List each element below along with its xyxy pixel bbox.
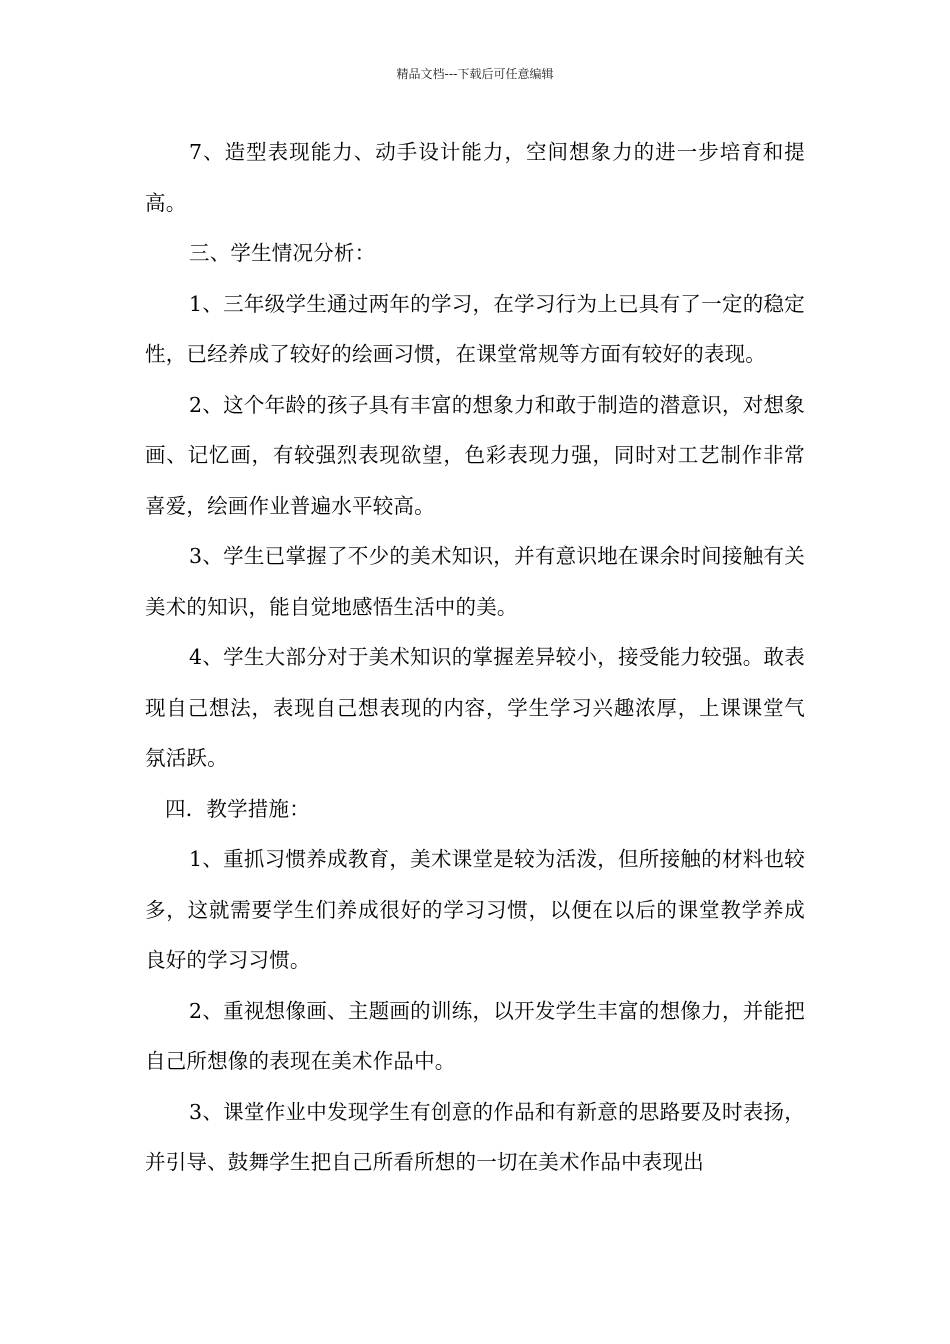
paragraph-student-1: 1、三年级学生通过两年的学习，在学习行为上已具有了一定的稳定性，已经养成了较好的绘画习惯，在课堂常规等方面有较好的表现。 [145, 291, 805, 366]
paragraph-item-7: 7、造型表现能力、动手设计能力，空间想象力的进一步培育和提高。 [145, 140, 805, 215]
section-heading-teaching-measures: 四．教学措施： [165, 796, 310, 821]
document-body [145, 127, 805, 1188]
paragraph-student-2: 2、这个年龄的孩子具有丰富的想象力和敢于制造的潜意识，对想象画、记忆画，有较强烈表现欲望，色彩表现力强，同时对工艺制作非常喜爱，绘画作业普遍水平较高。 [145, 392, 805, 518]
section-heading-student-analysis: 三、学生情况分析： [189, 241, 376, 265]
paragraph-student-4: 4、学生大部分对于美术知识的掌握差异较小，接受能力较强。敢表现自己想法，表现自己想表现的内容，学生学习兴趣浓厚，上课课堂气氛活跃。 [145, 645, 805, 770]
paragraph-student-3: 3、学生已掌握了不少的美术知识，并有意识地在课余时间接触有关美术的知识，能自觉地感悟生活中的美。 [145, 544, 805, 619]
paragraph-measure-3: 3、课堂作业中发现学生有创意的作品和有新意的思路要及时表扬，并引导、鼓舞学生把自己所看所想的一切在美术作品中表现出 [145, 1099, 805, 1174]
paragraph-measure-1: 1、重抓习惯养成教育，美术课堂是较为活泼，但所接触的材料也较多，这就需要学生们养成很好的学习习惯，以便在以后的课堂教学养成良好的学习习惯。 [145, 847, 805, 972]
page-header: 精品文档---下载后可任意编辑 [396, 67, 554, 81]
paragraph-measure-2: 2、重视想像画、主题画的训练，以开发学生丰富的想像力，并能把自己所想像的表现在美术作品中。 [145, 998, 805, 1073]
